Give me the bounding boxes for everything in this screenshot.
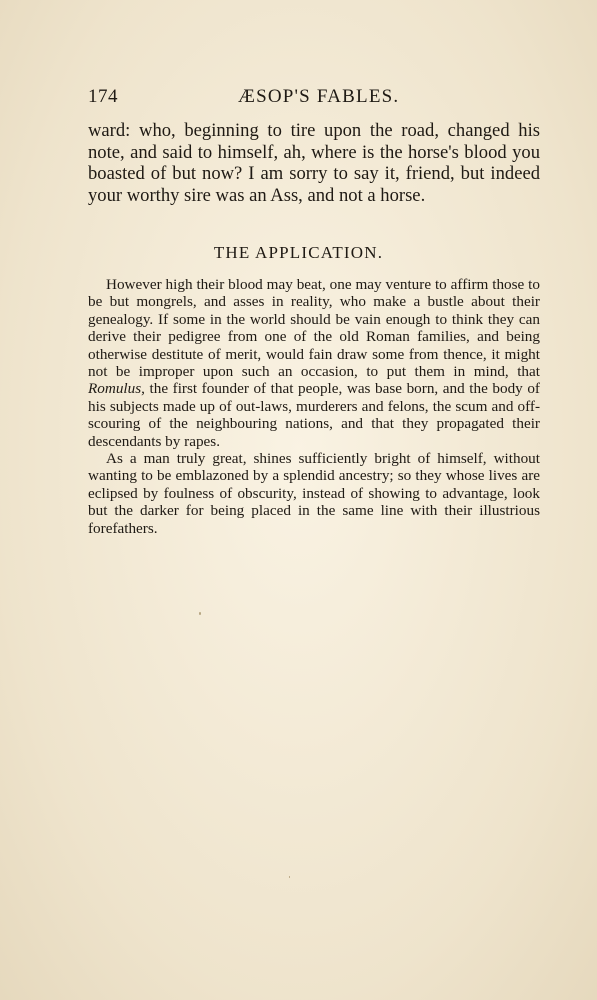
section-title: THE APPLICATION. [213, 243, 384, 262]
paper-speck [289, 876, 290, 878]
application-p1-text-end: , the first founder of that people, was base born, and the body of his subjects made up of out-laws, murderers and felons, the scum and off-scouring of the neighbouring nations, and that they propagated their descendants by rapes. [88, 380, 540, 450]
running-head: ÆSOP'S FABLES. [238, 86, 400, 107]
page-header [88, 86, 540, 108]
application-p1-italic: Romulus [88, 380, 142, 398]
paper-speck [199, 612, 201, 615]
fable-text: ward: who, beginning to tire upon the road, changed his note, and said to himself, ah, where is the horse's blood you boasted of but now? I am sorry to say it, friend, but indeed your worthy sire was an Ass, and not a horse. [88, 120, 540, 206]
application-p1-text: However high their blood may beat, one may venture to affirm those to be but mongrels, and asses in reality, who make a bustle about their genealogy. If some in the world should be vain enough to think they can derive their pedigree from one of the old Roman families, and being otherwise destitute of merit, would fain draw some from thence, it might not be improper upon such an occasion, to put them in mind, that [88, 276, 540, 381]
application-paragraph-1 [88, 276, 540, 450]
application-paragraph-2: As a man truly great, shines sufficiently bright of himself, without wanting to be emblazoned by a splendid ancestry; so they whose lives are eclipsed by foulness of obscurity, instead of showing to advantage, look but the darker for being placed in the same line with their illustrious forefathers. [88, 450, 540, 537]
page-number: 174 [88, 86, 118, 107]
application-body [88, 276, 540, 537]
